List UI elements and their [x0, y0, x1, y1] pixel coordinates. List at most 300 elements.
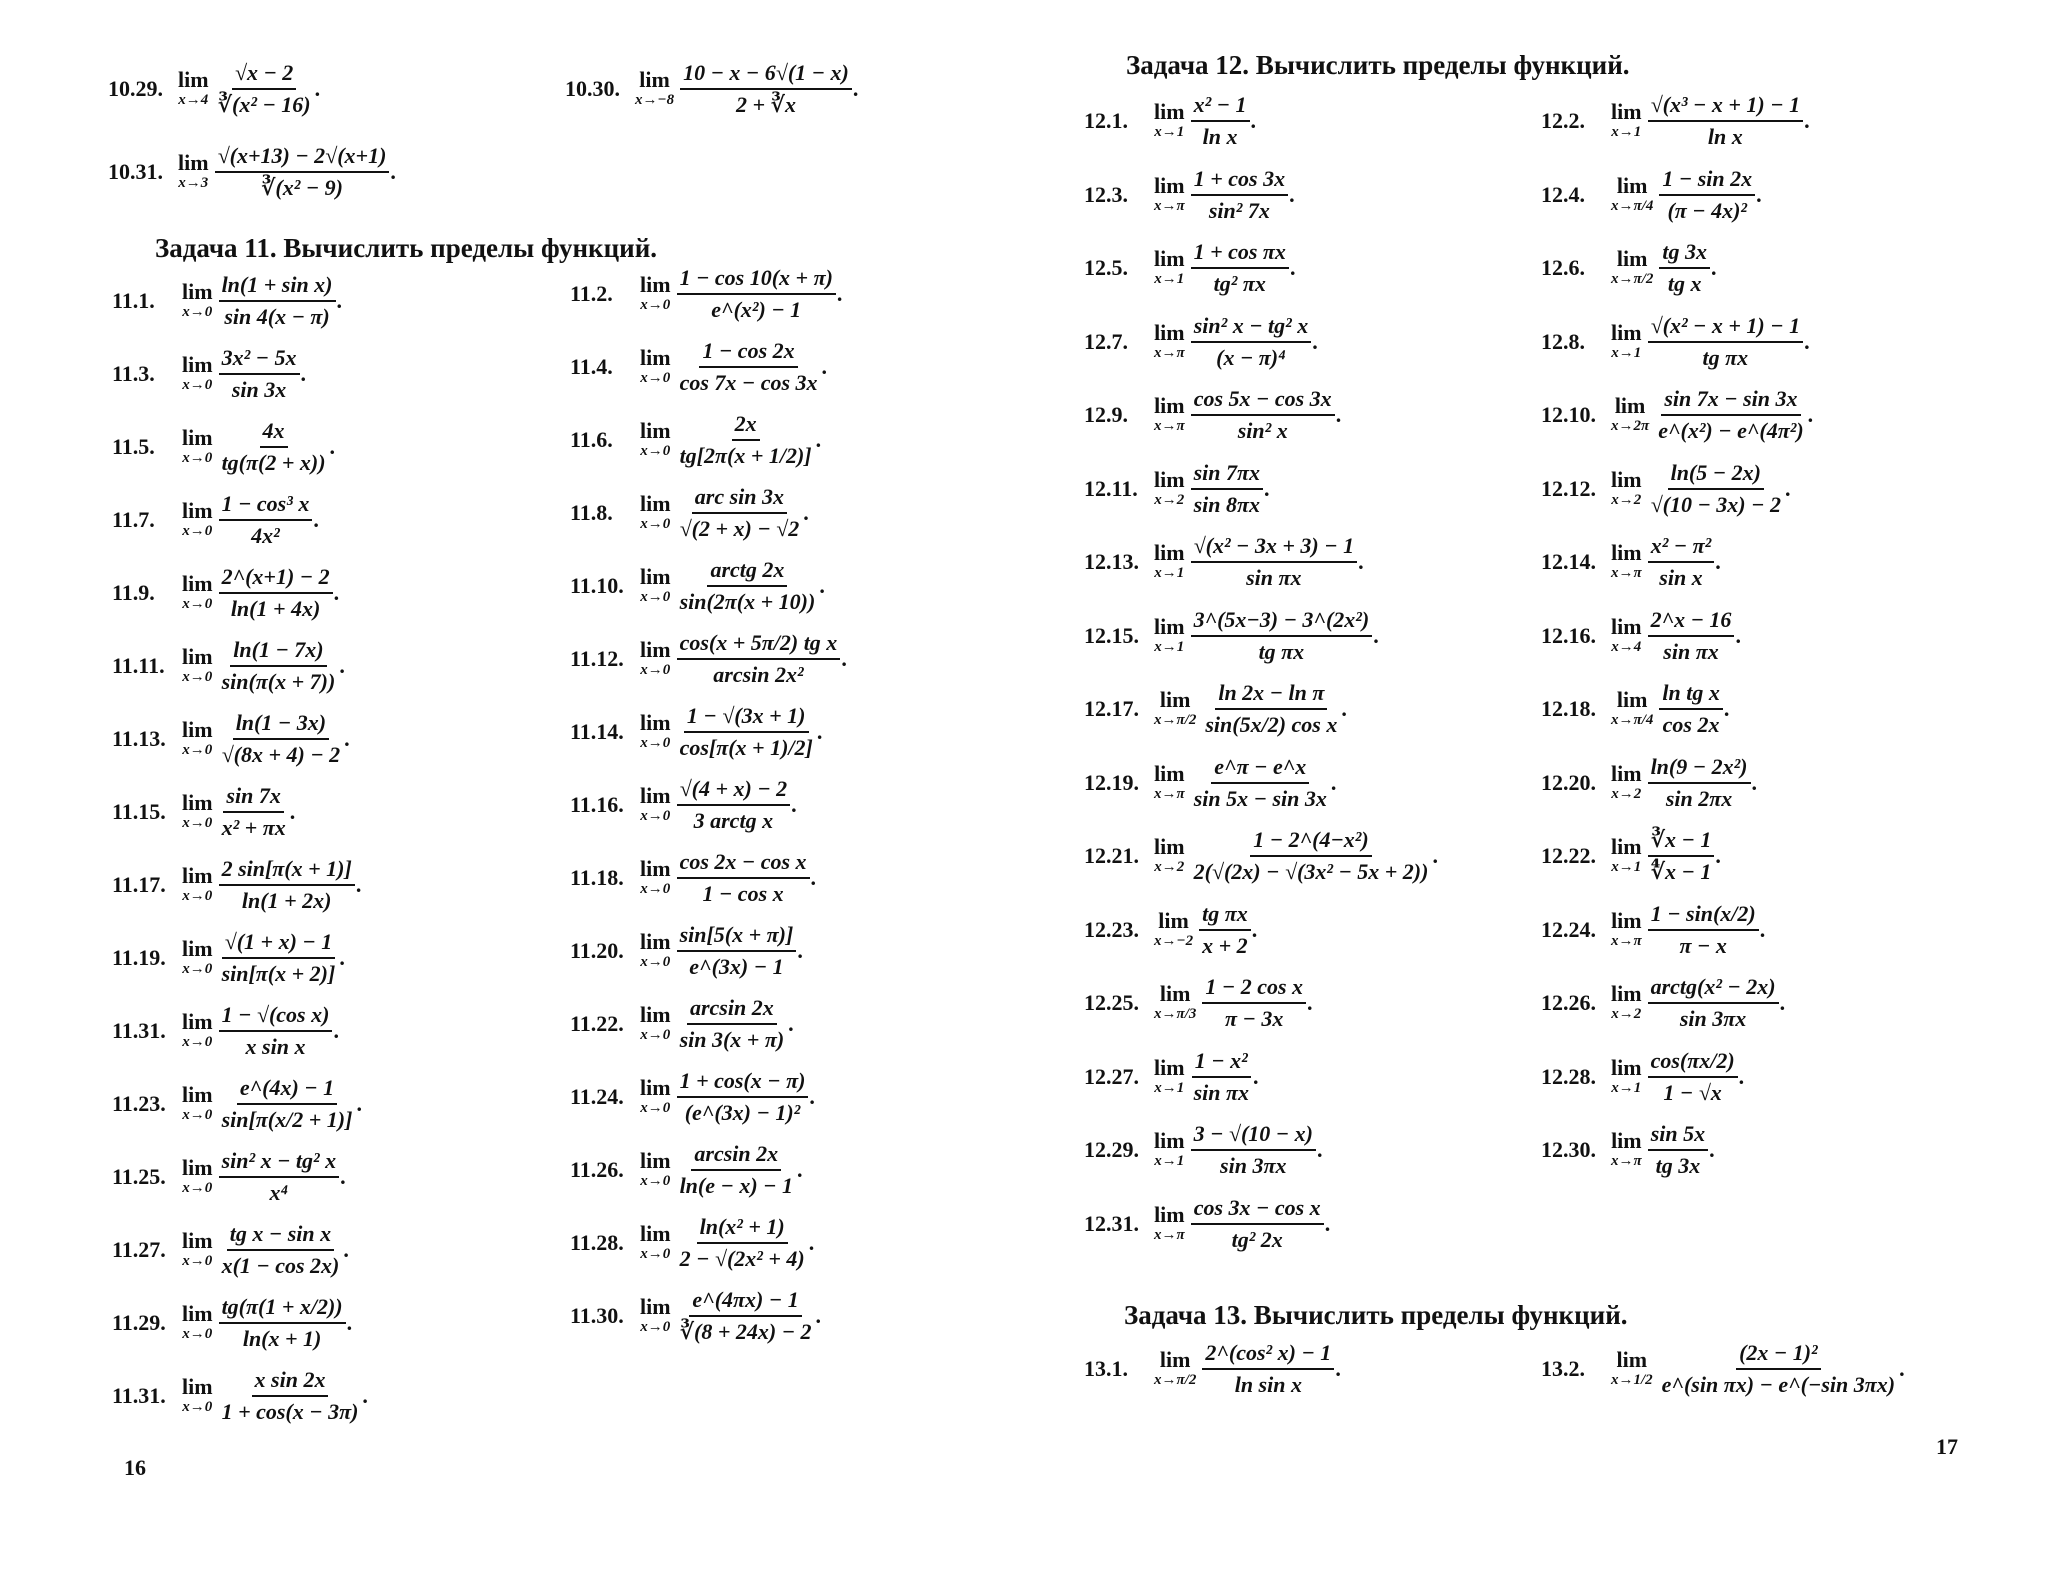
fraction — [219, 1221, 343, 1279]
limit-problem — [1541, 313, 1810, 371]
period: . — [836, 281, 843, 306]
problem-number: 10.29. — [108, 76, 163, 101]
problem-number: 11.16. — [570, 792, 624, 817]
fraction — [219, 1294, 346, 1352]
lim-word: lim — [182, 1155, 213, 1180]
limit-operator — [1154, 101, 1185, 141]
period: . — [390, 159, 396, 184]
fraction — [677, 630, 841, 688]
fraction — [1191, 607, 1373, 665]
limit-approach: x→2 — [1154, 859, 1185, 875]
period: . — [1735, 622, 1741, 648]
limit-approach: x→0 — [182, 669, 213, 685]
denominator: 2(√(2x) − √(3x² − 5x + 2)) — [1193, 859, 1429, 884]
denominator: cos[π(x + 1)/2] — [679, 735, 813, 760]
denominator: 2 + ∛x — [735, 92, 796, 117]
limit-problem — [1084, 1121, 1322, 1179]
problem-number: 12.15. — [1084, 622, 1139, 648]
limit-approach: x→π — [1154, 418, 1185, 434]
numerator: cos 5x − cos 3x — [1191, 386, 1335, 416]
limit-problem — [112, 491, 319, 549]
problem-number: 12.7. — [1084, 328, 1128, 354]
numerator: 1 − cos 10(x + π) — [677, 265, 836, 295]
denominator: √(8x + 4) − 2 — [221, 742, 341, 767]
period: . — [333, 580, 340, 605]
denominator: ln sin x — [1234, 1372, 1302, 1397]
period: . — [803, 500, 809, 525]
denominator: x² + πx — [221, 815, 286, 840]
problem-number: 12.4. — [1541, 181, 1585, 207]
period: . — [300, 361, 306, 386]
denominator: √(10 − 3x) − 2 — [1650, 491, 1781, 517]
period: . — [1263, 475, 1270, 501]
denominator: tg x — [1667, 271, 1702, 296]
numerator: tg πx — [1199, 901, 1251, 931]
lim-word: lim — [1611, 540, 1642, 565]
denominator: sin 4(x − π) — [224, 304, 330, 329]
denominator: π − x — [1679, 932, 1727, 958]
lim-word: lim — [1611, 834, 1642, 859]
limit-problem — [570, 557, 825, 615]
problem-number: 11.12. — [570, 646, 624, 671]
fraction — [677, 849, 810, 907]
fraction — [219, 710, 344, 768]
limit-operator — [1154, 319, 1185, 362]
numerator: sin 7x − sin 3x — [1661, 386, 1800, 416]
fraction — [1659, 239, 1710, 297]
problem-number: 11.20. — [570, 938, 624, 963]
numerator: √x − 2 — [232, 60, 296, 90]
lim-word: lim — [182, 498, 213, 523]
right-page — [1036, 0, 2072, 1579]
limit-approach: x→0 — [640, 443, 671, 459]
limit-approach: x→0 — [640, 297, 671, 313]
limit-approach: x→0 — [182, 304, 213, 320]
limit-approach: x→0 — [640, 516, 671, 532]
lim-word: lim — [1616, 246, 1648, 271]
limit-operator — [1611, 248, 1653, 288]
period: . — [1330, 769, 1337, 795]
numerator: √(4 + x) − 2 — [677, 776, 791, 806]
period: . — [1335, 1356, 1341, 1381]
problem-number: 12.28. — [1541, 1063, 1596, 1089]
limit-operator — [640, 1296, 671, 1336]
period: . — [815, 1303, 822, 1328]
period: . — [1715, 549, 1721, 574]
denominator: 1 − cos x — [702, 881, 784, 906]
limit-problem — [112, 929, 345, 987]
lim-word: lim — [182, 571, 213, 596]
limit-operator — [182, 1376, 213, 1416]
lim-word: lim — [1158, 907, 1189, 933]
lim-word: lim — [182, 863, 213, 888]
fraction — [677, 1141, 796, 1199]
denominator: e^(x²) − 1 — [711, 297, 802, 322]
limit-operator — [640, 493, 671, 533]
fraction — [1202, 974, 1306, 1032]
fraction — [677, 338, 821, 396]
period: . — [797, 938, 803, 963]
limit-operator — [1154, 1349, 1196, 1389]
problem-number: 12.11. — [1084, 475, 1138, 501]
fraction — [1648, 92, 1804, 150]
period: . — [1307, 990, 1313, 1015]
limit-operator — [182, 938, 213, 978]
period: . — [1723, 696, 1730, 721]
period: . — [356, 1091, 362, 1116]
period: . — [1709, 1137, 1715, 1162]
numerator: 1 + cos 3x — [1191, 166, 1288, 196]
denominator: sin πx — [1663, 638, 1719, 664]
numerator: x² − π² — [1648, 533, 1715, 563]
numerator: tg 3x — [1659, 239, 1710, 269]
lim-word: lim — [640, 1221, 671, 1246]
period: . — [815, 427, 822, 452]
numerator: arctg(x² − 2x) — [1648, 974, 1779, 1004]
denominator: (x − π)⁴ — [1216, 344, 1286, 370]
limit-approach: x→0 — [182, 1399, 213, 1415]
fraction — [677, 1214, 808, 1272]
limit-problem — [112, 418, 335, 476]
limit-problem — [112, 1002, 339, 1060]
numerator: √(x² − x + 1) − 1 — [1648, 313, 1804, 343]
limit-operator — [640, 1223, 671, 1263]
lim-word: lim — [1616, 1347, 1648, 1372]
limit-approach: x→π — [1611, 565, 1642, 581]
denominator: sin 3(x + π) — [679, 1027, 785, 1052]
limit-operator — [640, 1150, 671, 1190]
lim-word: lim — [640, 1002, 671, 1027]
lim-word: lim — [640, 637, 671, 662]
lim-word: lim — [640, 1075, 671, 1100]
limit-approach: x→0 — [182, 1253, 213, 1269]
problem-number: 11.29. — [112, 1310, 166, 1335]
period: . — [1316, 1137, 1323, 1162]
limit-approach: x→2 — [1154, 491, 1185, 508]
problem-number: 11.31. — [112, 1383, 166, 1408]
numerator: 1 − 2^(4−x²) — [1250, 827, 1371, 857]
limit-operator — [640, 639, 671, 679]
denominator: ln(1 + 4x) — [230, 596, 321, 621]
limit-problem — [112, 1294, 352, 1352]
fraction — [1648, 313, 1804, 371]
denominator: cos 7x − cos 3x — [679, 370, 818, 395]
numerator: √(x³ − x + 1) − 1 — [1648, 92, 1804, 122]
limit-approach: x→−2 — [1154, 932, 1194, 949]
denominator: sin 3x — [231, 377, 287, 402]
limit-operator — [182, 792, 213, 832]
problem-number: 11.5. — [112, 434, 155, 459]
denominator: x sin x — [245, 1034, 306, 1059]
problem-number: 11.15. — [112, 799, 166, 824]
denominator: ∛(8 + 24x) − 2 — [679, 1319, 812, 1344]
lim-word: lim — [1614, 393, 1646, 418]
limit-operator — [1611, 613, 1642, 656]
problem-number: 10.30. — [565, 76, 620, 101]
problem-number: 12.14. — [1541, 549, 1596, 574]
denominator: sin² x — [1237, 418, 1288, 443]
period: . — [1807, 402, 1814, 427]
fraction — [215, 143, 390, 201]
numerator: 3x² − 5x — [219, 345, 300, 375]
limit-approach: x→0 — [182, 888, 213, 904]
numerator: e^π − e^x — [1211, 754, 1309, 784]
lim-word: lim — [1154, 760, 1185, 786]
fraction — [219, 783, 289, 841]
lim-word: lim — [182, 1228, 213, 1253]
denominator: 2 − √(2x² + 4) — [679, 1246, 805, 1271]
lim-word: lim — [1154, 1054, 1185, 1080]
limit-operator — [640, 858, 671, 898]
limit-problem — [1084, 901, 1257, 959]
problem-number: 13.1. — [1084, 1356, 1128, 1381]
limit-problem — [108, 60, 320, 118]
limit-approach: x→0 — [182, 450, 213, 466]
denominator: tg πx — [1258, 638, 1305, 664]
fraction — [1648, 1121, 1708, 1179]
lim-word: lim — [1611, 319, 1642, 345]
period: . — [1250, 108, 1256, 133]
limit-operator — [1611, 395, 1649, 435]
limit-operator — [635, 69, 674, 109]
limit-approach: x→1/2 — [1611, 1372, 1653, 1388]
lim-word: lim — [1154, 393, 1185, 418]
denominator: e^(3x) − 1 — [689, 954, 784, 979]
limit-approach: x→2 — [1611, 785, 1642, 802]
limit-approach: x→2 — [1611, 1006, 1642, 1022]
problem-number: 12.10. — [1541, 402, 1596, 427]
denominator: 3 arctg x — [693, 808, 774, 833]
limit-problem — [112, 856, 361, 914]
limit-approach: x→0 — [182, 1107, 213, 1123]
period: . — [1756, 181, 1762, 207]
limit-problem — [1541, 533, 1721, 591]
fraction — [1648, 533, 1715, 591]
fraction — [1191, 386, 1335, 444]
fraction — [677, 265, 836, 323]
lim-word: lim — [1154, 319, 1185, 345]
fraction — [677, 776, 791, 834]
problem-number: 12.17. — [1084, 696, 1139, 721]
problem-number: 12.9. — [1084, 402, 1128, 427]
problem-number: 11.2. — [570, 281, 613, 306]
limit-operator — [1611, 172, 1654, 215]
limit-approach: x→1 — [1154, 271, 1185, 287]
limit-problem — [1084, 1340, 1341, 1398]
page-number: 16 — [124, 1455, 146, 1480]
denominator: 4x² — [251, 523, 280, 548]
lim-word: lim — [1154, 172, 1185, 198]
limit-problem — [1084, 1048, 1258, 1106]
limit-operator — [182, 1230, 213, 1270]
fraction — [215, 60, 314, 118]
limit-problem — [1084, 533, 1364, 591]
denominator: ln(1 + 2x) — [241, 888, 332, 913]
limit-operator — [640, 712, 671, 752]
limit-operator — [178, 152, 209, 192]
limit-problem — [1541, 1121, 1715, 1179]
lim-word: lim — [1159, 981, 1191, 1006]
limit-approach: x→1 — [1154, 565, 1185, 581]
problem-number: 11.1. — [112, 288, 155, 313]
denominator: sin 3πx — [1220, 1153, 1287, 1178]
lim-word: lim — [182, 717, 213, 742]
fraction — [1648, 460, 1784, 518]
limit-approach: x→π — [1154, 785, 1185, 802]
limit-problem — [1084, 166, 1295, 224]
limit-operator — [182, 1157, 213, 1197]
lim-word: lim — [178, 150, 209, 175]
limit-problem — [1541, 239, 1716, 297]
fraction — [1191, 533, 1358, 591]
fraction — [677, 484, 803, 542]
period: . — [1335, 402, 1342, 427]
numerator: ln(x² + 1) — [697, 1214, 788, 1244]
numerator: x sin 2x — [252, 1367, 329, 1397]
limit-operator — [182, 865, 213, 905]
fraction — [219, 1367, 362, 1425]
fraction — [219, 929, 339, 987]
limit-operator — [1154, 1054, 1185, 1097]
lim-word: lim — [1611, 981, 1642, 1006]
problem-number: 11.25. — [112, 1164, 166, 1189]
lim-word: lim — [640, 856, 671, 881]
numerator: ln(1 + sin x) — [219, 272, 336, 302]
lim-word: lim — [640, 491, 671, 516]
period: . — [821, 354, 828, 379]
lim-word: lim — [1611, 1054, 1642, 1080]
period: . — [788, 1011, 794, 1036]
problem-number: 12.24. — [1541, 916, 1596, 942]
limit-problem — [1084, 827, 1438, 885]
numerator: cos(πx/2) — [1648, 1048, 1738, 1078]
problem-number: 11.27. — [112, 1237, 166, 1262]
denominator: π − 3x — [1225, 1006, 1284, 1031]
limit-operator — [640, 420, 671, 460]
problem-number: 12.31. — [1084, 1210, 1139, 1236]
limit-operator — [1154, 613, 1185, 656]
limit-approach: x→1 — [1611, 859, 1642, 875]
period: . — [1899, 1356, 1905, 1381]
denominator: sin[π(x/2 + 1)] — [221, 1107, 353, 1132]
problem-number: 11.6. — [570, 427, 613, 452]
problem-number: 12.26. — [1541, 990, 1596, 1015]
denominator: ∜x − 1 — [1650, 859, 1712, 884]
period: . — [1759, 916, 1766, 942]
lim-word: lim — [640, 783, 671, 808]
fraction — [677, 557, 819, 615]
problem-number: 12.1. — [1084, 108, 1128, 133]
lim-word: lim — [640, 929, 671, 954]
limit-approach: x→0 — [182, 523, 213, 539]
lim-word: lim — [1154, 466, 1185, 492]
fraction — [219, 564, 333, 622]
denominator: sin 2πx — [1665, 785, 1733, 811]
lim-word: lim — [182, 790, 213, 815]
denominator: sin² 7x — [1208, 197, 1270, 223]
limit-approach: x→0 — [640, 735, 671, 751]
limit-operator — [1611, 1130, 1642, 1170]
limit-approach: x→1 — [1611, 1079, 1642, 1096]
lim-word: lim — [1616, 687, 1648, 712]
problem-number: 12.20. — [1541, 769, 1596, 795]
numerator: 2^(cos² x) − 1 — [1202, 1340, 1334, 1370]
fraction — [680, 60, 852, 118]
limit-operator — [182, 1011, 213, 1051]
limit-operator — [1154, 983, 1196, 1023]
lim-word: lim — [1154, 99, 1185, 124]
limit-approach: x→0 — [640, 662, 671, 678]
limit-approach: x→1 — [1611, 124, 1642, 140]
limit-operator — [640, 785, 671, 825]
numerator: ln(1 − 7x) — [230, 637, 326, 667]
problem-number: 11.30. — [570, 1303, 624, 1328]
limit-operator — [182, 500, 213, 540]
period: . — [816, 719, 823, 744]
limit-operator — [182, 573, 213, 613]
limit-approach: x→π/4 — [1611, 712, 1654, 728]
numerator: 1 − √(3x + 1) — [684, 703, 809, 733]
fraction — [1202, 680, 1340, 738]
lim-word: lim — [640, 418, 671, 443]
lim-word: lim — [1159, 1347, 1191, 1372]
numerator: 1 + cos πx — [1191, 239, 1289, 269]
period: . — [1252, 1063, 1259, 1089]
limit-operator — [1611, 1054, 1642, 1097]
limit-problem — [570, 630, 847, 688]
denominator: ln(x + 1) — [242, 1326, 322, 1351]
numerator: ln(9 − 2x²) — [1648, 754, 1751, 784]
fraction — [219, 1075, 356, 1133]
limit-operator — [178, 69, 209, 109]
limit-approach: x→0 — [182, 1326, 213, 1342]
limit-problem — [570, 922, 803, 980]
lim-word: lim — [639, 67, 670, 92]
limit-problem — [1541, 460, 1790, 518]
fraction — [1659, 680, 1722, 738]
period: . — [1341, 696, 1347, 721]
problem-number: 12.30. — [1541, 1137, 1596, 1162]
limit-problem — [1084, 313, 1318, 371]
limit-approach: x→π — [1154, 1226, 1185, 1243]
numerator: 1 − √(cos x) — [219, 1002, 333, 1032]
limit-problem — [570, 265, 842, 323]
limit-problem — [1084, 607, 1379, 665]
numerator: 2x — [732, 411, 760, 441]
lim-word: lim — [1159, 687, 1191, 712]
limit-operator — [182, 427, 213, 467]
limit-problem — [1541, 1048, 1744, 1106]
limit-approach: x→0 — [640, 1319, 671, 1335]
fraction — [1202, 1340, 1334, 1398]
period: . — [852, 76, 859, 101]
numerator: sin² x − tg² x — [1191, 313, 1312, 343]
limit-problem — [112, 1221, 349, 1279]
numerator: ln(1 − 3x) — [233, 710, 329, 740]
limit-approach: x→π/2 — [1611, 271, 1654, 287]
fraction — [1659, 166, 1755, 224]
fraction — [1199, 901, 1251, 959]
lim-word: lim — [182, 1301, 213, 1326]
limit-problem — [112, 1367, 368, 1425]
limit-problem — [1541, 607, 1741, 665]
denominator: ∛(x² − 9) — [260, 175, 344, 200]
limit-approach: x→0 — [640, 1100, 671, 1116]
numerator: arctg 2x — [707, 557, 787, 587]
task-12-heading: Задача 12. Вычислить пределы функций. — [1126, 50, 1630, 80]
period: . — [1804, 108, 1810, 133]
limit-operator — [1611, 542, 1642, 582]
